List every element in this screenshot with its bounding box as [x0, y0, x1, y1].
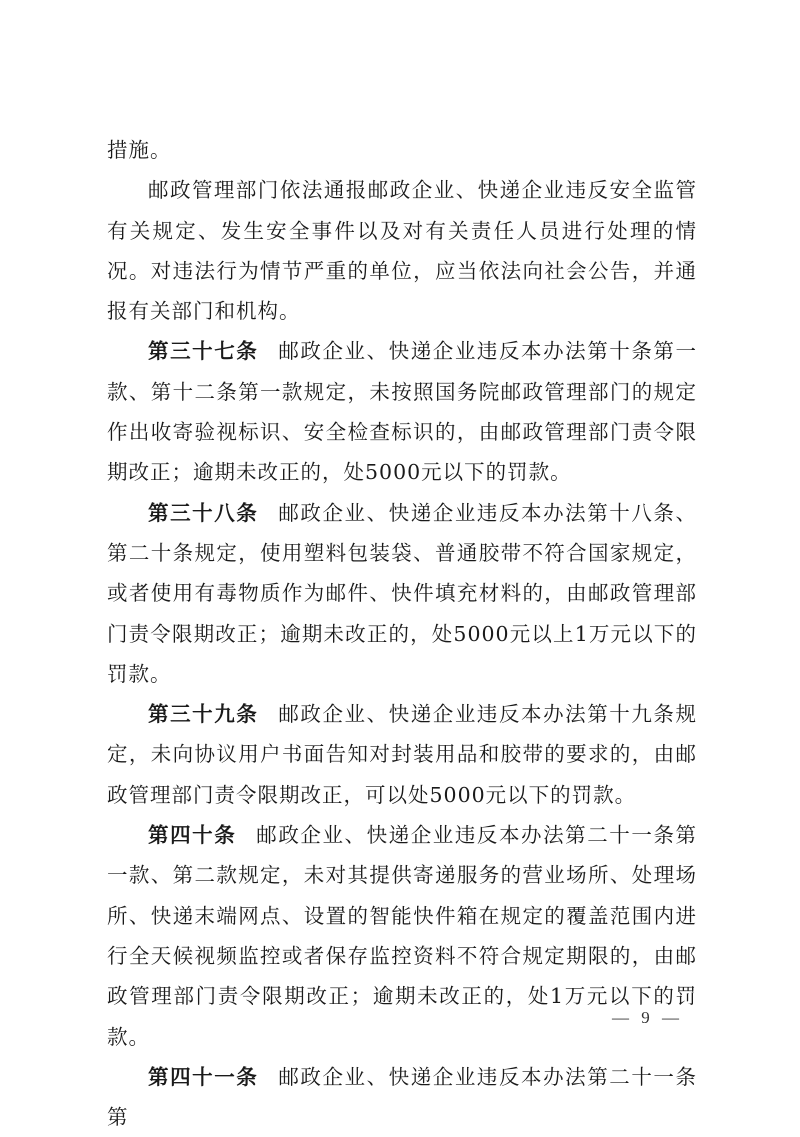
article-40: [107, 815, 697, 1057]
article-title: 第三十九条: [148, 702, 259, 727]
article-title: 第四十条: [148, 823, 237, 848]
paragraph-1: [107, 130, 697, 170]
article-text: 邮政企业、快递企业违反本办法第十八条、第二十条规定，使用塑料包装袋、普通胶带不符合国家规定，或者使用有毒物质作为邮件、快件填充材料的，由邮政管理部门责令限期改正；逾期未改正的，处5000元以上1万元以下的罚款。: [107, 500, 698, 686]
article-text: 邮政企业、快递企业违反本办法第十九条规定，未向协议用户书面告知对封装用品和胶带的要求的，由邮政管理部门责令限期改正，可以处5000元以下的罚款。: [107, 702, 698, 807]
paragraph-2: [107, 170, 697, 331]
article-title: 第三十八条: [148, 500, 259, 525]
article-title: 第四十一条: [148, 1064, 259, 1089]
article-text: 邮政企业、快递企业违反本办法第十条第一款、第十二条第一款规定，未按照国务院邮政管理部门的规定作出收寄验视标识、安全检查标识的，由邮政管理部门责令限期改正；逾期未改正的，处5000元以下的罚款。: [107, 339, 698, 485]
article-text: 邮政企业、快递企业违反本办法第二十一条第一款、第二款规定，未对其提供寄递服务的营业场所、处理场所、快递末端网点、设置的智能快件箱在规定的覆盖范围内进行全天候视频监控或者保存监控资料不符合规定期限的，由邮政管理部门责令限期改正；逾期未改正的，处1万元以下的罚款。: [107, 823, 698, 1049]
article-41: [107, 1057, 697, 1137]
paragraph-text: 邮政管理部门依法通报邮政企业、快递企业违反安全监管有关规定、发生安全事件以及对有关责任人员进行处理的情况。对违法行为情节严重的单位，应当依法向社会公告，并通报有关部门和机构。: [107, 178, 697, 324]
article-37: [107, 331, 697, 492]
article-text: 邮政企业、快递企业违反本办法第二十一条第: [107, 1064, 698, 1130]
page-number: — 9 —: [612, 1008, 683, 1027]
article-38: [107, 493, 697, 694]
paragraph-text: 措施。: [107, 138, 172, 162]
article-39: [107, 694, 697, 815]
article-title: 第三十七条: [148, 339, 259, 364]
document-body: [107, 130, 697, 1137]
